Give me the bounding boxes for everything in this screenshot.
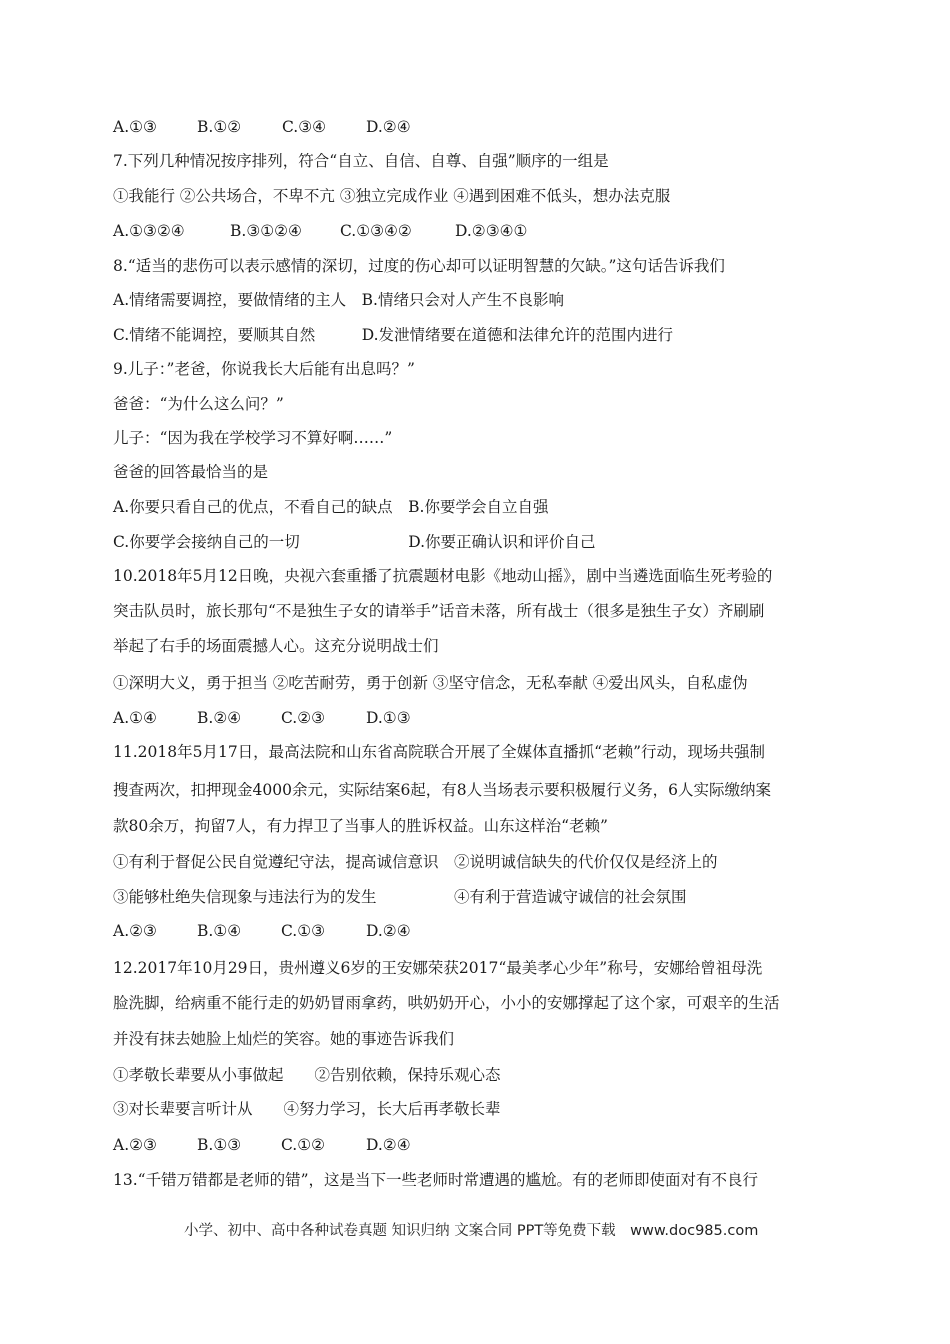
q12-stem-line-2: 脸洗脚，给病重不能行走的奶奶冒雨拿药，哄奶奶开心，小小的安娜撑起了这个家，可艰辛的生活 bbox=[113, 994, 780, 1012]
q11-stem-line-2: 搜查两次，扣押现金4000余元，实际结案6起，有8人当场表示要积极履行义务，6人实际缴纳案 bbox=[113, 781, 772, 799]
q12-stem-line-1: 12.2017年10月29日，贵州遵义6岁的王安娜荣获2017“最美孝心少年”称号，安娜给曾祖母洗 bbox=[113, 959, 763, 977]
q11-stem-line-1: 11.2018年5月17日，最高法院和山东省高院联合开展了全媒体直播抓“老赖”行动，现场共强制 bbox=[113, 743, 766, 761]
q8-options-cd: C.情绪不能调控，要顺其自然 D.发泄情绪要在道德和法律允许的范围内进行 bbox=[113, 326, 674, 344]
q6-option-c: C.③④ bbox=[282, 118, 327, 136]
q7-option-a: A.①③②④ bbox=[113, 222, 185, 240]
q6-option-a: A.①③ bbox=[113, 118, 157, 136]
q7-stem: 7.下列几种情况按序排列，符合“自立、自信、自尊、自强”顺序的一组是 bbox=[113, 152, 609, 170]
q9-stem-line-1: 9.儿子：”老爸，你说我长大后能有出息吗？” bbox=[113, 360, 415, 378]
q8-options-ab: A.情绪需要调控，要做情绪的主人 B.情绪只会对人产生不良影响 bbox=[113, 291, 564, 309]
q7-statements: ①我能行 ②公共场合，不卑不亢 ③独立完成作业 ④遇到困难不低头，想办法克服 bbox=[113, 187, 671, 205]
q12-option-d: D.②④ bbox=[366, 1136, 411, 1154]
q8-stem: 8.“适当的悲伤可以表示感情的深切，过度的伤心却可以证明智慧的欠缺。”这句话告诉我们 bbox=[113, 257, 725, 275]
q12-option-a: A.②③ bbox=[113, 1136, 157, 1154]
q9-options-cd: C.你要学会接纳自己的一切 D.你要正确认识和评价自己 bbox=[113, 533, 596, 551]
q6-option-b: B.①② bbox=[197, 118, 242, 136]
q10-option-a: A.①④ bbox=[113, 709, 157, 727]
q11-statements-12: ①有利于督促公民自觉遵纪守法，提高诚信意识 ②说明诚信缺失的代价仅仅是经济上的 bbox=[113, 853, 718, 871]
q6-option-d: D.②④ bbox=[366, 118, 411, 136]
q7-option-c: C.①③④② bbox=[340, 222, 412, 240]
q7-option-d: D.②③④① bbox=[455, 222, 528, 240]
q12-statements-34: ③对长辈要言听计从 ④努力学习，长大后再孝敬长辈 bbox=[113, 1100, 501, 1118]
q11-option-a: A.②③ bbox=[113, 922, 157, 940]
q9-options-ab: A.你要只看自己的优点，不看自己的缺点 B.你要学会自立自强 bbox=[113, 498, 549, 516]
q11-option-d: D.②④ bbox=[366, 922, 411, 940]
q10-option-c: C.②③ bbox=[281, 709, 326, 727]
q10-statements: ①深明大义，勇于担当 ②吃苦耐劳，勇于创新 ③坚守信念，无私奉献 ④爱出风头，自私虚伪 bbox=[113, 674, 748, 692]
page-footer: 小学、初中、高中各种试卷真题 知识归纳 文案合同 PPT等免费下载 www.doc985.com bbox=[184, 1223, 759, 1239]
q10-stem-line-2: 突击队员时，旅长那句“不是独生子女的请举手”话音未落，所有战士（很多是独生子女）齐刷刷 bbox=[113, 602, 765, 620]
q10-stem-line-3: 举起了右手的场面震撼人心。这充分说明战士们 bbox=[113, 637, 439, 655]
q12-option-b: B.①③ bbox=[197, 1136, 242, 1154]
q10-option-b: B.②④ bbox=[197, 709, 242, 727]
q10-stem-line-1: 10.2018年5月12日晚，央视六套重播了抗震题材电影《地动山摇》，剧中当遴选面临生死考验的 bbox=[113, 567, 773, 585]
q13-stem-line-1: 13.“千错万错都是老师的错”，这是当下一些老师时常遭遇的尴尬。有的老师即使面对有不良行 bbox=[113, 1171, 759, 1189]
q12-stem-line-3: 并没有抹去她脸上灿烂的笑容。她的事迹告诉我们 bbox=[113, 1030, 455, 1048]
q11-stem-line-3: 款80余万，拘留7人，有力捍卫了当事人的胜诉权益。山东这样治“老赖” bbox=[113, 817, 608, 835]
q11-option-b: B.①④ bbox=[197, 922, 242, 940]
q11-option-c: C.①③ bbox=[281, 922, 326, 940]
q9-stem-line-4: 爸爸的回答最恰当的是 bbox=[113, 463, 269, 481]
q12-statements-12: ①孝敬长辈要从小事做起 ②告别依赖，保持乐观心态 bbox=[113, 1066, 501, 1084]
q12-option-c: C.①② bbox=[281, 1136, 326, 1154]
q11-statements-34: ③能够杜绝失信现象与违法行为的发生 ④有利于营造诚守诚信的社会氛围 bbox=[113, 888, 687, 906]
q9-stem-line-2: 爸爸：“为什么这么问？” bbox=[113, 395, 284, 413]
q10-option-d: D.①③ bbox=[366, 709, 411, 727]
q9-stem-line-3: 儿子：“因为我在学校学习不算好啊……” bbox=[113, 429, 393, 447]
q7-option-b: B.③①②④ bbox=[230, 222, 302, 240]
